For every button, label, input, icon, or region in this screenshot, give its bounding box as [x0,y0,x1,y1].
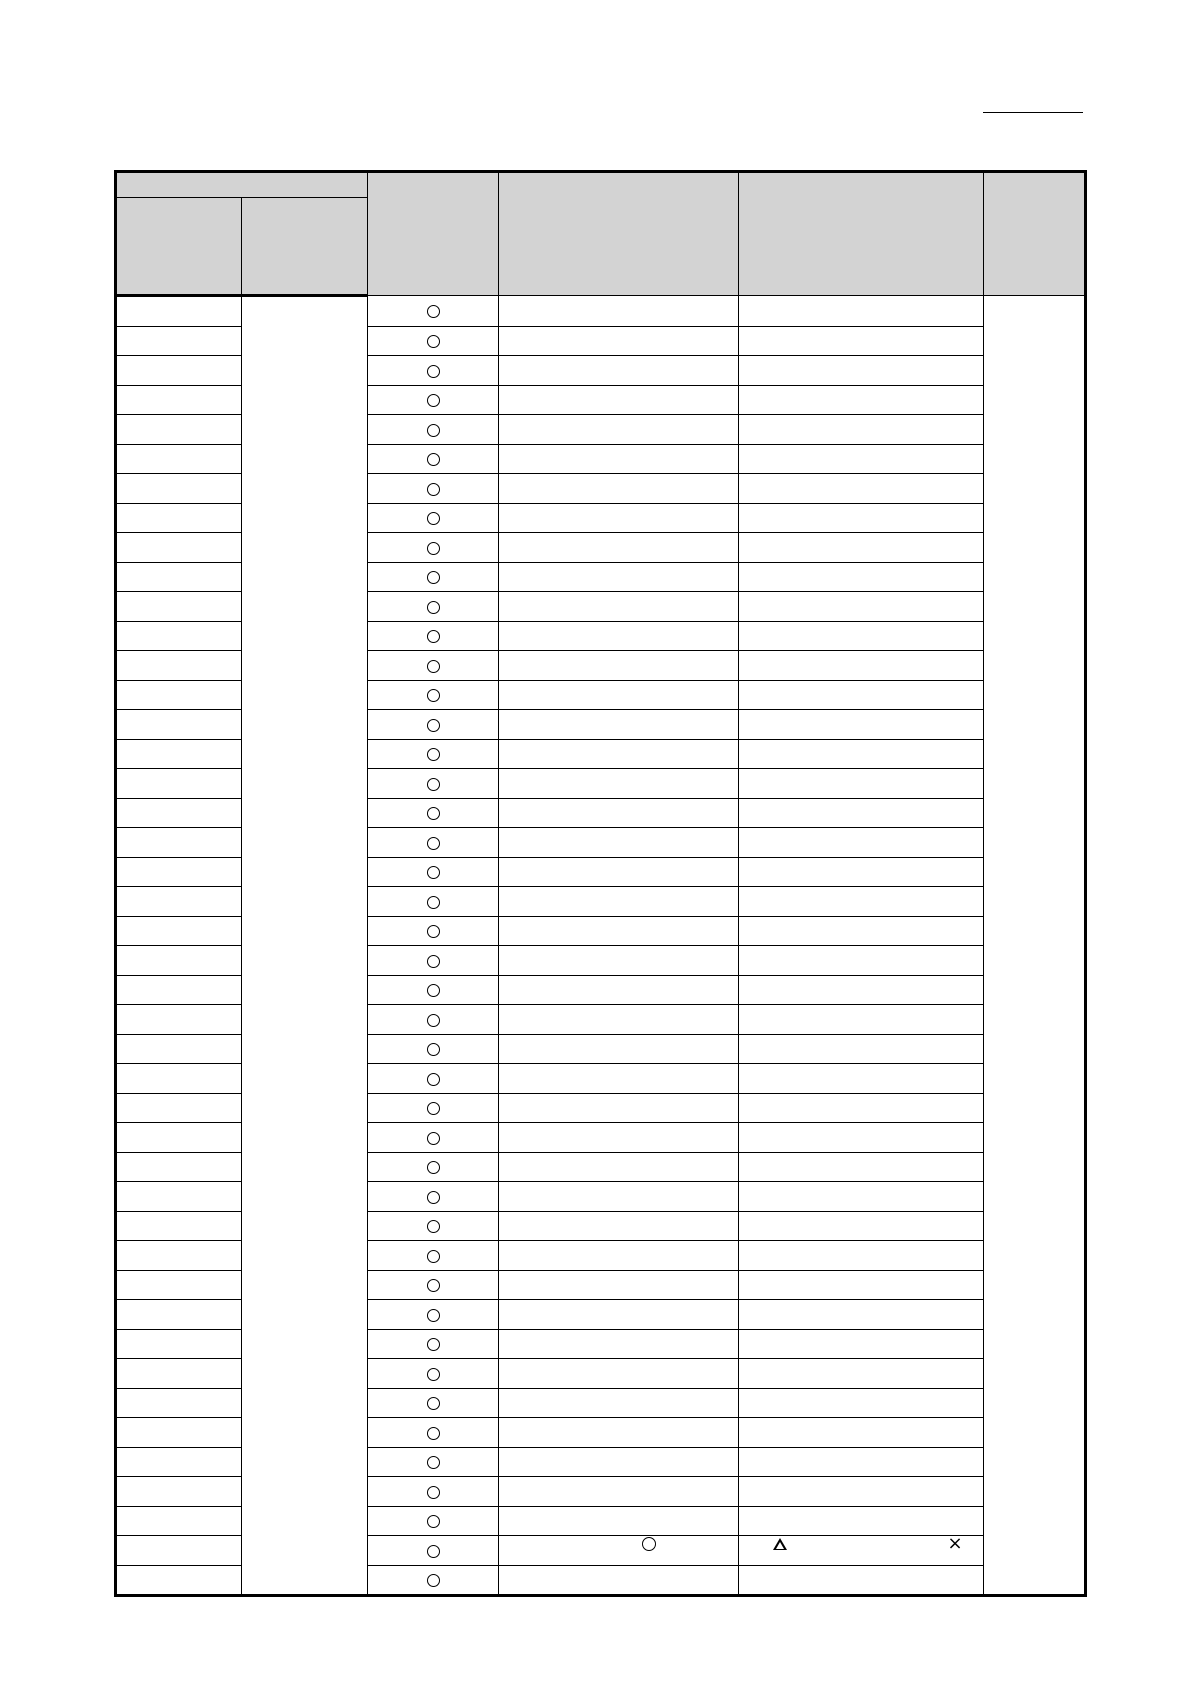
row-cell-4 [499,562,739,592]
row-cell-4 [499,1300,739,1330]
circle-icon [427,866,440,879]
row-cell-1 [116,916,242,946]
mark-cell [368,946,499,976]
row-cell-5 [739,1034,984,1064]
row-cell-1 [116,946,242,976]
mark-cell [368,592,499,622]
circle-icon [427,748,440,761]
row-cell-1 [116,1536,242,1566]
mark-cell [368,828,499,858]
row-cell-1 [116,296,242,327]
row-cell-1 [116,1093,242,1123]
row-cell-5 [739,710,984,740]
row-cell-5 [739,916,984,946]
row-cell-4 [499,828,739,858]
row-cell-4 [499,769,739,799]
row-cell-1 [116,1270,242,1300]
row-cell-4 [499,946,739,976]
row-cell-4 [499,975,739,1005]
mark-cell [368,533,499,563]
row-cell-5 [739,592,984,622]
circle-icon [427,424,440,437]
row-cell-1 [116,1300,242,1330]
mark-cell [368,857,499,887]
circle-icon [427,571,440,584]
row-cell-5 [739,1211,984,1241]
row-cell-4 [499,444,739,474]
mark-cell [368,474,499,504]
row-cell-5 [739,1388,984,1418]
mark-cell [368,444,499,474]
record-table [114,170,1087,1597]
row-cell-1 [116,1329,242,1359]
row-cell-1 [116,1418,242,1448]
row-cell-5 [739,769,984,799]
row-cell-1 [116,1477,242,1507]
mark-cell [368,1565,499,1596]
mark-cell [368,1270,499,1300]
legend-circle [639,1534,659,1554]
mark-cell [368,1123,499,1153]
row-cell-4 [499,1093,739,1123]
row-cell-4 [499,1211,739,1241]
circle-icon [427,365,440,378]
header-group-cell [116,172,368,198]
row-cell-1 [116,857,242,887]
row-cell-5 [739,415,984,445]
row-cell-4 [499,533,739,563]
circle-icon [427,1161,440,1174]
circle-icon [427,778,440,791]
mark-cell [368,1005,499,1035]
mark-cell [368,887,499,917]
circle-icon [427,1250,440,1263]
circle-icon [427,1043,440,1056]
circle-icon [427,335,440,348]
header-subcolumn-2 [242,198,368,296]
mark-cell [368,1418,499,1448]
row-cell-5 [739,828,984,858]
circle-icon [427,837,440,850]
cross-mark: × [947,1533,963,1554]
row-cell-4 [499,798,739,828]
row-cell-1 [116,474,242,504]
header-column-5 [739,172,984,296]
mark-cell [368,1477,499,1507]
table-row [116,296,1086,327]
row-cell-1 [116,1064,242,1094]
row-cell-5 [739,1565,984,1596]
row-cell-1 [116,769,242,799]
circle-icon [427,807,440,820]
circle-icon [427,925,440,938]
row-cell-4 [499,680,739,710]
row-cell-4 [499,1329,739,1359]
row-cell-4 [499,621,739,651]
row-cell-5 [739,651,984,681]
row-cell-1 [116,1241,242,1271]
row-cell-1 [116,710,242,740]
row-cell-1 [116,621,242,651]
row-cell-1 [116,798,242,828]
row-cell-1 [116,1506,242,1536]
table-header [116,172,1086,296]
row-cell-4 [499,710,739,740]
row-cell-1 [116,680,242,710]
row-cell-4 [499,1241,739,1271]
row-cell-5 [739,1300,984,1330]
row-cell-1 [116,739,242,769]
circle-icon [427,1545,440,1558]
mark-cell [368,1329,499,1359]
mark-cell [368,769,499,799]
circle-icon [642,1537,656,1551]
row-cell-5 [739,1506,984,1536]
mark-cell [368,975,499,1005]
mark-cell [368,1447,499,1477]
mark-cell [368,739,499,769]
table-body [116,296,1086,1596]
row-cell-5 [739,503,984,533]
row-cell-1 [116,1565,242,1596]
row-cell-5 [739,474,984,504]
row-cell-4 [499,296,739,327]
row-cell-5 [739,1359,984,1389]
row-cell-4 [499,1418,739,1448]
row-cell-4 [499,356,739,386]
row-cell-1 [116,415,242,445]
circle-icon [427,1427,440,1440]
row-cell-1 [116,1034,242,1064]
row-cell-5 [739,946,984,976]
row-cell-1 [116,326,242,356]
circle-icon [427,1279,440,1292]
header-column-6 [984,172,1086,296]
row-cell-4 [499,1152,739,1182]
row-cell-4 [499,1005,739,1035]
circle-icon [427,1309,440,1322]
circle-icon [427,1102,440,1115]
row-cell-5 [739,1477,984,1507]
row-cell-4 [499,592,739,622]
circle-icon [427,1014,440,1027]
mark-cell [368,1359,499,1389]
row-cell-4 [499,415,739,445]
mark-cell [368,1034,499,1064]
circle-icon [427,630,440,643]
mark-cell [368,1506,499,1536]
row-cell-5 [739,857,984,887]
circle-icon [427,660,440,673]
circle-icon [427,1073,440,1086]
mark-cell [368,798,499,828]
row-cell-4 [499,1565,739,1596]
row-cell-1 [116,503,242,533]
mark-cell [368,415,499,445]
row-cell-5 [739,621,984,651]
mark-cell [368,1300,499,1330]
circle-icon [427,1456,440,1469]
row-cell-5 [739,444,984,474]
mark-cell [368,1182,499,1212]
row-cell-5 [739,1182,984,1212]
circle-icon [427,394,440,407]
row-cell-4 [499,1123,739,1153]
row-cell-4 [499,1536,739,1566]
mark-cell [368,651,499,681]
row-cell-4 [499,1182,739,1212]
circle-icon [427,1515,440,1528]
mark-cell [368,562,499,592]
row-cell-5 [739,887,984,917]
row-cell-4 [499,1477,739,1507]
circle-icon [427,512,440,525]
row-cell-5 [739,1241,984,1271]
mark-cell [368,326,499,356]
row-cell-4 [499,1388,739,1418]
row-cell-4 [499,887,739,917]
mark-cell [368,1152,499,1182]
row-cell-5 [739,680,984,710]
header-column-4 [499,172,739,296]
mark-cell [368,503,499,533]
circle-icon [427,453,440,466]
legend-triangle [770,1534,790,1554]
row-cell-4 [499,1270,739,1300]
row-cell-1 [116,592,242,622]
row-cell-1 [116,1005,242,1035]
row-cell-5 [739,1152,984,1182]
row-cell-4 [499,1506,739,1536]
mark-cell [368,356,499,386]
mark-cell [368,1211,499,1241]
row-cell-1 [116,1388,242,1418]
circle-icon [427,1368,440,1381]
circle-icon [427,483,440,496]
circle-icon [427,1220,440,1233]
mark-cell [368,710,499,740]
row-cell-1 [116,533,242,563]
row-cell-5 [739,533,984,563]
mark-cell [368,1536,499,1566]
row-cell-1 [116,887,242,917]
circle-icon [427,305,440,318]
row-cell-4 [499,1359,739,1389]
row-cell-1 [116,828,242,858]
mark-cell [368,1093,499,1123]
circle-icon [427,719,440,732]
mark-cell [368,916,499,946]
row-cell-1 [116,444,242,474]
header-subcolumn-1 [116,198,242,296]
row-cell-5 [739,975,984,1005]
row-cell-5 [739,1270,984,1300]
triangle-icon [773,1538,787,1550]
row-cell-4 [499,1447,739,1477]
row-cell-4 [499,326,739,356]
row-cell-4 [499,1034,739,1064]
row-cell-1 [116,1152,242,1182]
circle-icon [427,1574,440,1587]
row-cell-5 [739,798,984,828]
row-cell-4 [499,739,739,769]
row-cell-4 [499,503,739,533]
row-cell-5 [739,1093,984,1123]
row-cell-5 [739,562,984,592]
circle-icon [427,1132,440,1145]
mark-cell [368,1241,499,1271]
row-cell-5 [739,1123,984,1153]
circle-icon [427,1338,440,1351]
row-cell-5 [739,739,984,769]
row-cell-1 [116,1447,242,1477]
circle-icon [427,1486,440,1499]
circle-icon [427,896,440,909]
row-cell-1 [116,1211,242,1241]
merged-cell-2 [242,296,368,1596]
row-cell-4 [499,385,739,415]
row-cell-1 [116,356,242,386]
circle-icon [427,542,440,555]
mark-cell [368,621,499,651]
row-cell-1 [116,1182,242,1212]
row-cell-1 [116,385,242,415]
circle-icon [427,601,440,614]
header-mark-column [368,172,499,296]
mark-cell [368,1388,499,1418]
row-cell-4 [499,651,739,681]
row-cell-1 [116,562,242,592]
row-cell-5 [739,1418,984,1448]
signature-line [983,112,1083,113]
row-cell-1 [116,975,242,1005]
row-cell-5 [739,296,984,327]
mark-cell [368,385,499,415]
mark-cell [368,680,499,710]
circle-icon [427,1397,440,1410]
row-cell-4 [499,474,739,504]
row-cell-5 [739,1064,984,1094]
row-cell-5 [739,385,984,415]
row-cell-4 [499,857,739,887]
mark-cell [368,296,499,327]
row-cell-4 [499,916,739,946]
merged-cell-6 [984,296,1086,1596]
legend-cross [945,1534,965,1554]
row-cell-1 [116,1123,242,1153]
row-cell-5 [739,1447,984,1477]
row-cell-1 [116,651,242,681]
circle-icon [427,984,440,997]
row-cell-5 [739,326,984,356]
row-cell-5 [739,1005,984,1035]
circle-icon [427,689,440,702]
row-cell-5 [739,356,984,386]
row-cell-5 [739,1329,984,1359]
circle-icon [427,955,440,968]
row-cell-1 [116,1359,242,1389]
mark-cell [368,1064,499,1094]
circle-icon [427,1191,440,1204]
row-cell-4 [499,1064,739,1094]
